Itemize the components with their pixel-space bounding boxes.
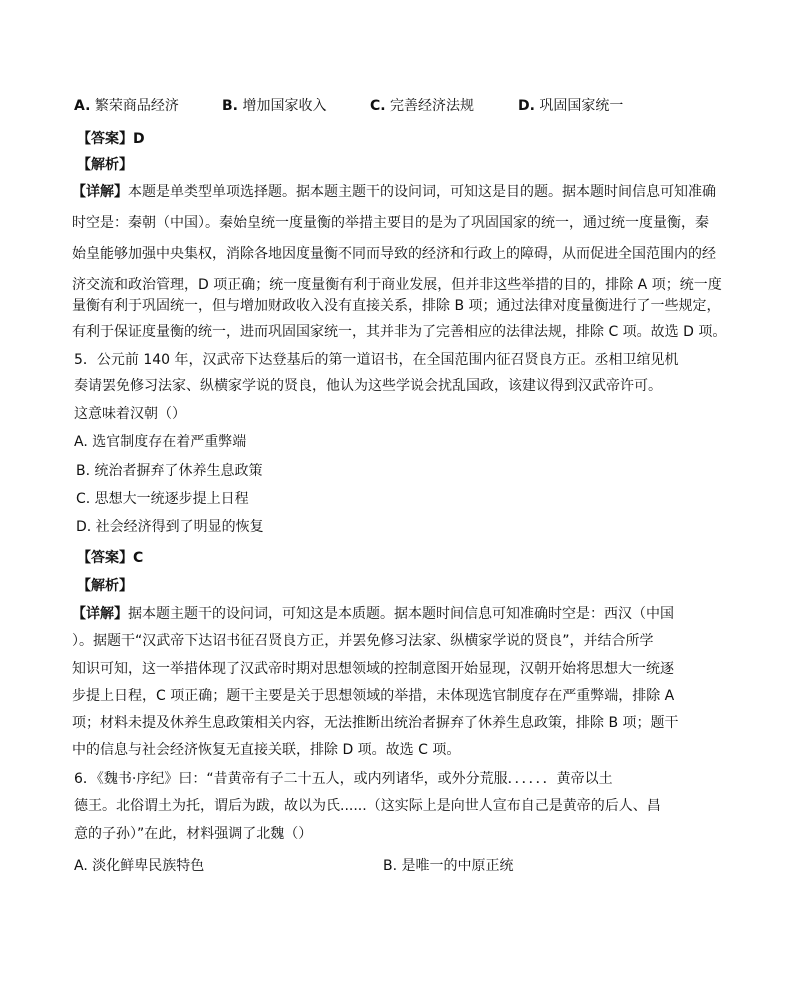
- q4-option-a-text: 繁荣商品经济: [94, 98, 179, 114]
- q5-analysis-label: 【解析】: [77, 578, 133, 594]
- q5-detail-line-4: 步提上日程，C 项正确；题干主要是关于思想领域的举措，未体现选官制度存在严重弊端，排除 A: [72, 688, 675, 704]
- q6-stem-line-1: 6．《魏书·序纪》曰：“昔黄帝有子二十五人，或内列诸华，或外分荒服．．．．．．黄帝以土: [74, 771, 613, 787]
- q5-detail-line-1: 【详解】据本题主题干的设问词，可知这是本质题。据本题时间信息可知准确时空是：西汉（中国: [72, 606, 674, 622]
- q5-detail-line-5: 项；材料未提及休养生息政策相关内容，无法推断出统治者摒弃了休养生息政策，排除 B 项；题干: [72, 715, 679, 731]
- q4-detail-line-2: 时空是：秦朝（中国）。秦始皇统一度量衡的举措主要目的是为了巩固国家的统一，通过统一度量衡，秦: [72, 215, 709, 231]
- q4-detail-line-6: 有利于保证度量衡的统一，进而巩固国家统一，其并非为了完善相应的法律法规，排除 C 项。故选 D 项。: [72, 324, 727, 340]
- q4-option-b: [222, 97, 326, 115]
- q5-stem-line-1: 5．公元前 140 年，汉武帝下达登基后的第一道诏书，在全国范围内征召贤良方正。丞相卫绾见机: [74, 352, 679, 368]
- q4-detail-line-5: 量衡有利于巩固统一，但与增加财政收入没有直接关系，排除 B 项；通过法律对度量衡进行了一些规定，: [72, 298, 721, 314]
- q4-option-c: [370, 97, 474, 115]
- q5-option-b: B. 统治者摒弃了休养生息政策: [76, 463, 263, 479]
- q4-option-d-text: 巩固国家统一: [539, 98, 624, 114]
- q4-detail-line-1: 【详解】本题是单类型单项选择题。据本题主题干的设问词，可知这是目的题。据本题时间信息可知准确: [72, 184, 716, 200]
- q5-answer: [77, 549, 143, 567]
- q6-stem-line-3: 意的子孙）”在此，材料强调了北魏（）: [74, 826, 313, 842]
- q4-answer-value: D: [133, 131, 145, 147]
- q4-option-b-letter: B.: [222, 98, 238, 114]
- q4-option-c-letter: C.: [370, 98, 386, 114]
- q4-option-a-letter: A.: [74, 98, 91, 114]
- q4-detail-line-4: 济交流和政治管理，D 项正确；统一度量衡有利于商业发展，但并非这些举措的目的，排除 A 项；统一度: [72, 277, 722, 293]
- q4-option-b-text: 增加国家收入: [242, 98, 327, 114]
- q5-detail-label: 【详解】: [72, 606, 128, 622]
- q4-option-d-letter: D.: [518, 98, 535, 114]
- q6-option-b: B. 是唯一的中原正统: [383, 858, 514, 874]
- q4-analysis-label: 【解析】: [77, 157, 133, 173]
- q5-stem-line-2: 奏请罢免修习法家、纵横家学说的贤良，他认为这些学说会扰乱国政，该建议得到汉武帝许可。: [74, 378, 662, 394]
- q6-stem-line-2: 德王。北俗谓土为托，谓后为跋，故以为氏......（这实际上是向世人宣布自己是黄帝的后人、昌: [74, 798, 661, 814]
- q5-option-a: A. 选官制度存在着严重弊端: [74, 434, 247, 450]
- q5-option-d: D. 社会经济得到了明显的恢复: [76, 519, 264, 535]
- q5-detail-line-3: 知识可知，这一举措体现了汉武帝时期对思想领域的控制意图开始显现，汉朝开始将思想大一统逐: [72, 661, 674, 677]
- q5-answer-label: 【答案】: [77, 550, 133, 566]
- q4-option-d: [518, 97, 623, 115]
- q5-option-c: C. 思想大一统逐步提上日程: [76, 491, 249, 507]
- q4-answer-label: 【答案】: [77, 131, 133, 147]
- q5-detail-line-2: ）。据题干“汉武帝下达诏书征召贤良方正，并罢免修习法家、纵横家学说的贤良”，并结合所学: [72, 633, 654, 649]
- q4-option-c-text: 完善经济法规: [390, 98, 475, 114]
- q4-answer: [77, 130, 145, 148]
- q4-option-a: [74, 97, 179, 115]
- q4-detail-label: 【详解】: [72, 184, 128, 200]
- q5-answer-value: C: [133, 550, 144, 566]
- q5-stem-line-3: 这意味着汉朝（）: [74, 406, 186, 422]
- q6-option-a: A. 淡化鲜卑民族特色: [74, 858, 205, 874]
- q5-detail-line-6: 中的信息与社会经济恢复无直接关联，排除 D 项。故选 C 项。: [72, 742, 461, 758]
- q4-detail-line-3: 始皇能够加强中央集权，消除各地因度量衡不同而导致的经济和行政上的障碍，从而促进全国范围内的经: [72, 246, 716, 262]
